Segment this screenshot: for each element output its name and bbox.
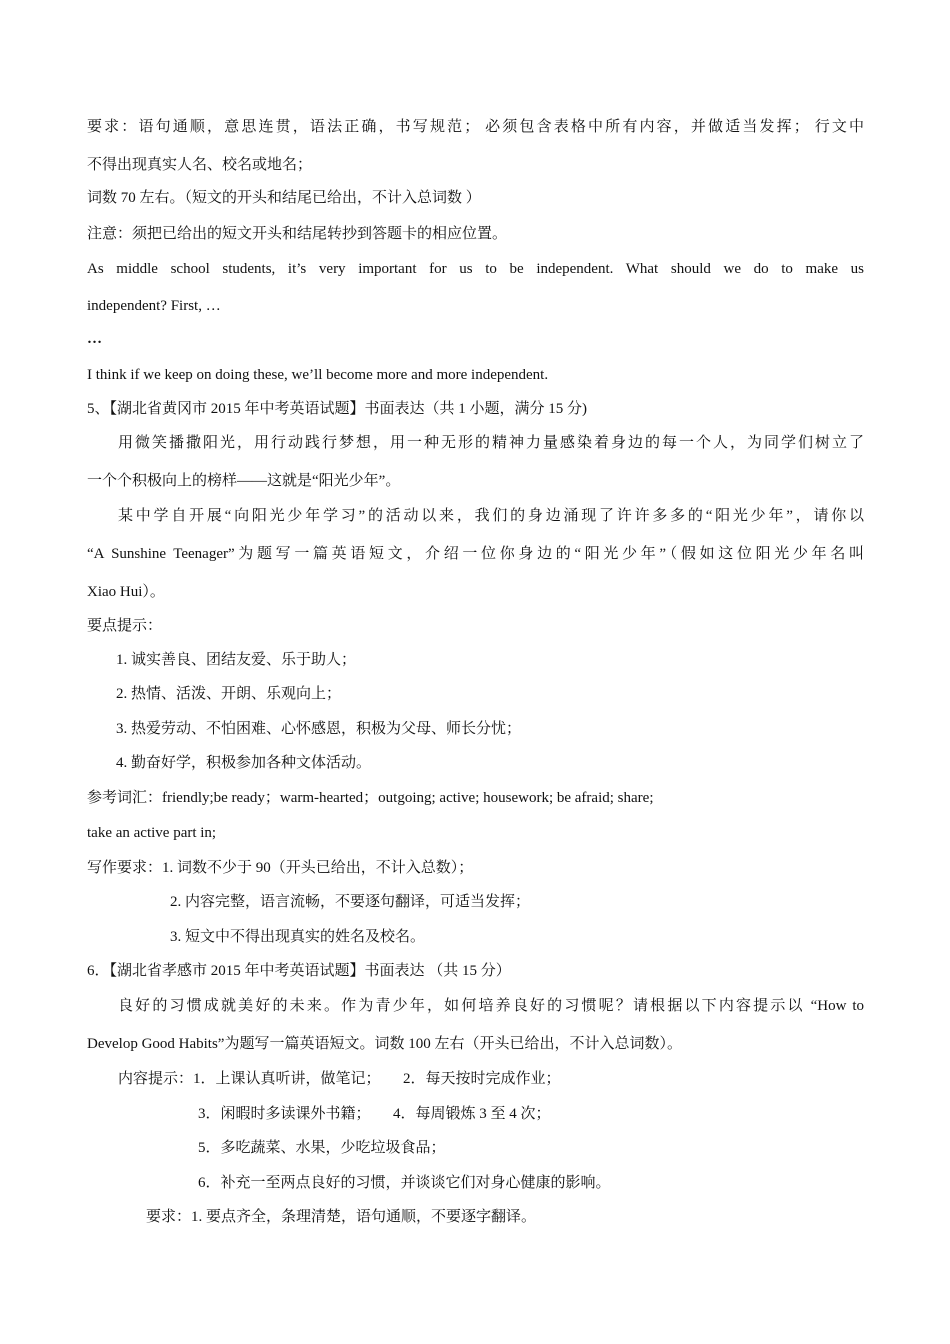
word-count-line: 词数 70 左右。（短文的开头和结尾已给出，不计入总词数 ） [87,190,481,206]
requirement-line-cont: 不得出现真实人名、校名或地名； [87,157,313,173]
q5-writing-req-3: 3. 短文中不得出现真实的姓名及校名。 [170,929,426,945]
q5-task-line: 某中学自开展“向阳光少年学习”的活动以来，我们的身边涌现了许许多多的“阳光少年”，请你以 [118,508,864,524]
q5-intro-line-cont: 一个个积极向上的榜样——这就是“阳光少年”。 [87,473,401,489]
q5-writing-req-2: 2. 内容完整，语言流畅，不要逐句翻译，可适当发挥； [170,894,531,910]
requirement-line: 要求：语句通顺，意思连贯，语法正确，书写规范； 必须包含表格中所有内容，并做适当发挥； 行文中 [87,119,864,135]
q5-task-line-cont: “A Sunshine Teenager”为题写一篇英语短文，介绍一位你身边的“阳光少年”（假如这位阳光少年名叫 [87,546,864,562]
q6-content-hints-2: 3．闲暇时多读课外书籍； 4．每周锻炼 3 至 4 次； [198,1106,551,1122]
q5-vocabulary: 参考词汇：friendly;be ready；warm-hearted；outgoing; active; housework; be afraid; share; [87,790,654,806]
essay-opening-cont: independent? First, … [87,298,221,314]
q5-points-heading: 要点提示： [87,618,163,634]
q6-requirements: 要求：1. 要点齐全，条理清楚，语句通顺，不要逐字翻译。 [146,1209,537,1225]
essay-ending: I think if we keep on doing these, we’ll become more and more independent. [87,367,549,383]
q5-writing-req-1: 写作要求：1. 词数不少于 90（开头已给出，不计入总数）； [87,860,474,876]
q6-content-hints-3: 5．多吃蔬菜、水果，少吃垃圾食品； [198,1140,446,1156]
q5-task-line-end: Xiao Hui）。 [87,584,165,600]
q6-content-hints-4: 6．补充一至两点良好的习惯，并谈谈它们对身心健康的影响。 [198,1175,611,1191]
q5-point-3: 3. 热爱劳动、不怕困难、心怀感恩，积极为父母、师长分忧； [116,721,522,737]
q5-vocabulary-cont: take an active part in; [87,825,217,841]
ellipsis-line: … [87,331,102,347]
q5-intro-line: 用微笑播撒阳光，用行动践行梦想，用一种无形的精神力量感染着身边的每一个人，为同学们树立了 [118,435,864,451]
q5-point-1: 1. 诚实善良、团结友爱、乐于助人； [116,652,357,668]
q6-intro-line: 良好的习惯成就美好的未来。作为青少年，如何培养良好的习惯呢？请根据以下内容提示以 “How to [118,998,864,1014]
note-line: 注意：须把已给出的短文开头和结尾转抄到答题卡的相应位置。 [87,226,508,242]
question-6-title: 6．【湖北省孝感市 2015 年中考英语试题】书面表达 （共 15 分） [87,963,511,979]
q6-intro-line-cont: Develop Good Habits”为题写一篇英语短文。词数 100 左右（开头已给出，不计入总词数）。 [87,1036,682,1052]
essay-opening: As middle school students, it’s very important for us to be independent. What should we do to make us [87,261,864,277]
q5-point-2: 2. 热情、活泼、开朗、乐观向上； [116,686,342,702]
q6-content-hints-1: 内容提示：1．上课认真听讲，做笔记； 2．每天按时完成作业； [118,1071,561,1087]
question-5-title: 5、【湖北省黄冈市 2015 年中考英语试题】书面表达（共 1 小题，满分 15 分) [87,401,587,417]
q5-point-4: 4. 勤奋好学，积极参加各种文体活动。 [116,755,372,771]
